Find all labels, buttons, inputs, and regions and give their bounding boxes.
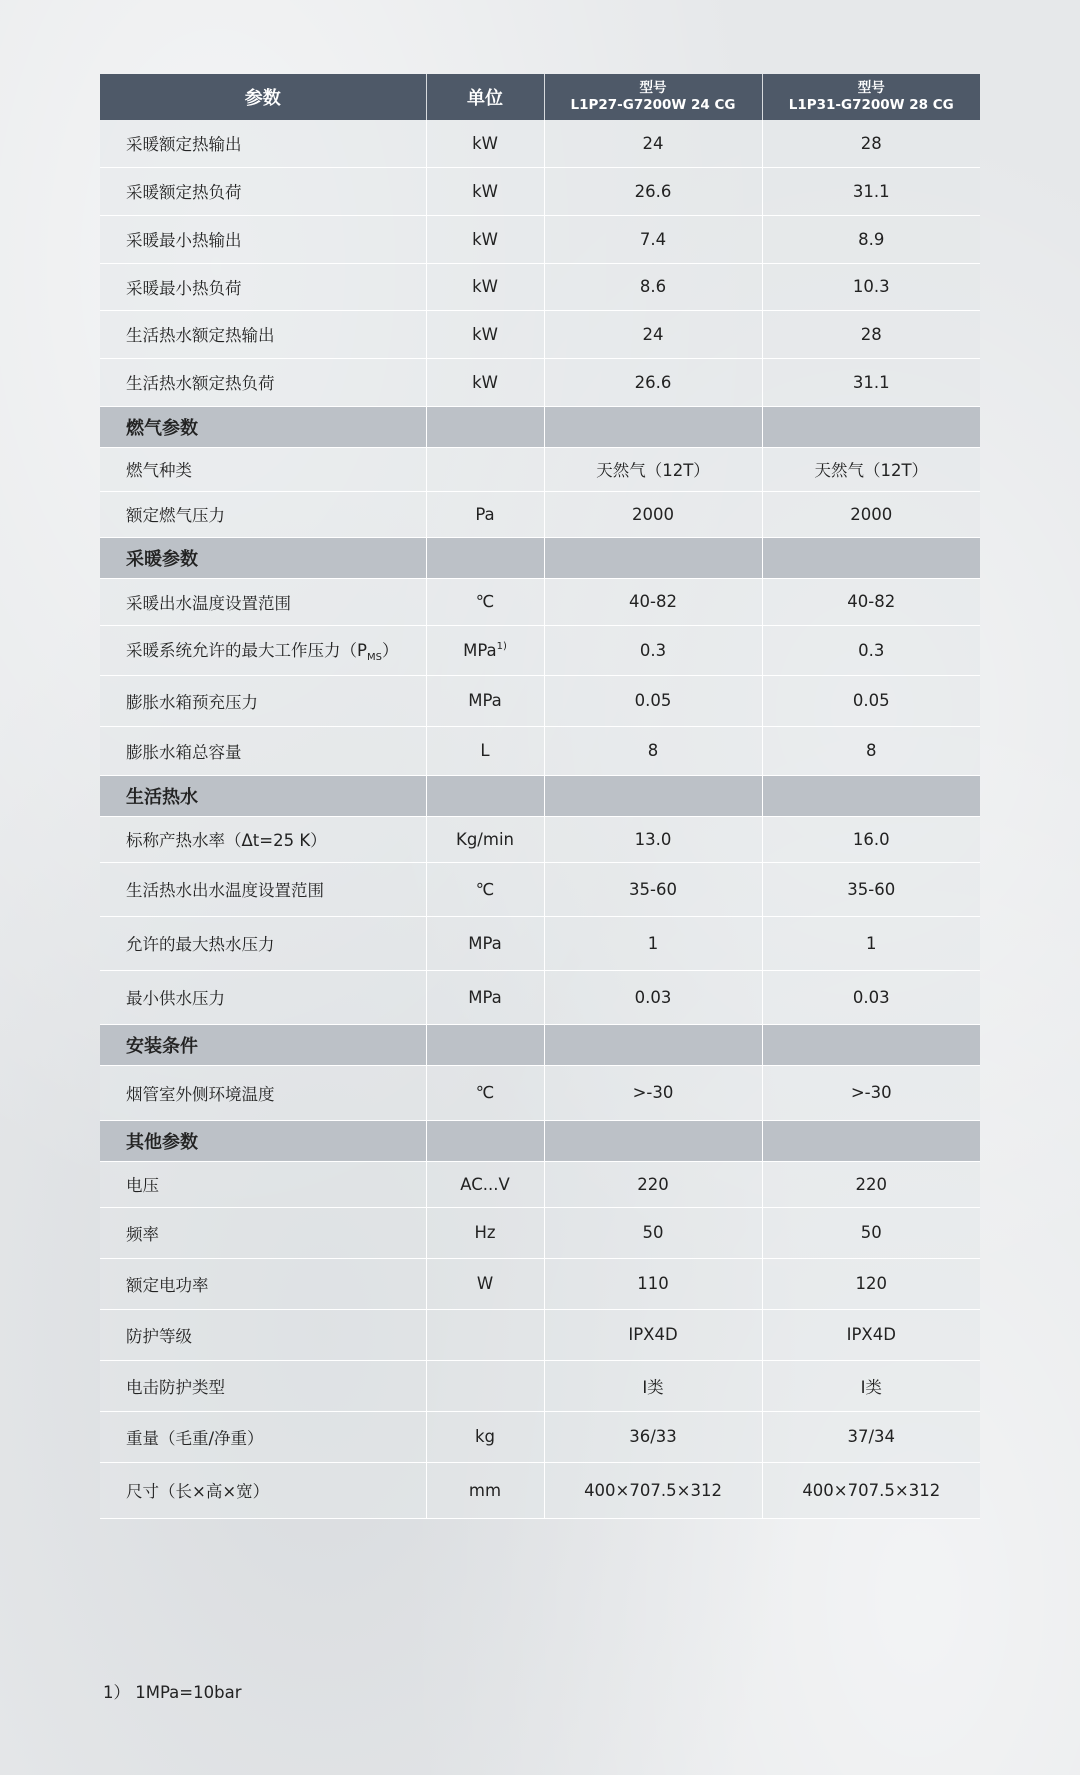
spec-table <box>100 74 980 1519</box>
param-name <box>100 263 426 310</box>
value-model-1: 35-60 <box>544 862 762 916</box>
param-unit <box>426 120 544 167</box>
value-model-1: 8 <box>544 726 762 775</box>
param-unit-text: kW <box>472 181 498 201</box>
section-cell-empty <box>426 1120 544 1161</box>
param-name-text: 生活热水额定热负荷 <box>126 374 275 393</box>
param-name <box>100 310 426 358</box>
value-model-1: >-30 <box>544 1065 762 1120</box>
param-name <box>100 1462 426 1518</box>
table-row <box>100 970 980 1024</box>
param-unit-text: kW <box>472 133 498 153</box>
param-name-text: 电压 <box>126 1176 159 1195</box>
value-model-1: 400×707.5×312 <box>544 1462 762 1518</box>
param-unit <box>426 1065 544 1120</box>
value-model-2: 120 <box>762 1258 980 1309</box>
section-cell-empty <box>544 406 762 447</box>
table-row <box>100 1161 980 1207</box>
param-name-text: 烟管室外侧环境温度 <box>126 1084 275 1104</box>
section-cell-empty <box>426 775 544 816</box>
param-unit <box>426 358 544 406</box>
section-cell-empty <box>762 1120 980 1161</box>
param-unit-text: Kg/min <box>456 829 514 849</box>
param-unit <box>426 1258 544 1309</box>
value-model-2: 0.05 <box>762 675 980 726</box>
param-unit-text: L <box>480 741 490 760</box>
param-name <box>100 491 426 537</box>
param-unit-text: kg <box>474 1427 496 1446</box>
param-name-text: 采暖额定热负荷 <box>126 183 242 202</box>
value-model-1: 8.6 <box>544 263 762 310</box>
value-model-1: 220 <box>544 1161 762 1207</box>
table-row <box>100 447 980 491</box>
spec-body <box>100 120 980 1518</box>
param-unit-text: Pa <box>475 504 495 524</box>
param-name <box>100 675 426 726</box>
table-row <box>100 263 980 310</box>
table-row <box>100 310 980 358</box>
value-model-2: 0.3 <box>762 625 980 675</box>
value-model-1: IPX4D <box>544 1309 762 1360</box>
param-unit-text: Hz <box>474 1223 496 1242</box>
param-name <box>100 1258 426 1309</box>
value-model-1: 2000 <box>544 491 762 537</box>
param-unit <box>426 726 544 775</box>
param-name-text: 标称产热水率（Δt=25 K） <box>126 831 327 850</box>
param-name-text: 采暖最小热输出 <box>126 231 242 250</box>
param-name-tail: ） <box>381 641 399 660</box>
param-name <box>100 120 426 167</box>
value-model-1: 40-82 <box>544 578 762 625</box>
param-unit-text: W <box>476 1274 494 1293</box>
param-name <box>100 816 426 862</box>
param-name <box>100 578 426 625</box>
param-unit-text: kW <box>472 277 498 296</box>
param-name-text: 电击防护类型 <box>126 1377 225 1397</box>
param-name-text: 尺寸（长×高×宽） <box>126 1482 270 1501</box>
param-name <box>100 1065 426 1120</box>
param-unit-text: AC...V <box>460 1174 510 1194</box>
param-unit-text: ℃ <box>475 879 495 899</box>
section-title: 其他参数 <box>100 1120 426 1161</box>
section-cell-empty <box>762 1024 980 1065</box>
section-cell-empty <box>544 537 762 578</box>
value-model-2: 40-82 <box>762 578 980 625</box>
param-unit-text: MPa <box>468 691 502 710</box>
param-name-text: 采暖最小热负荷 <box>126 278 242 298</box>
section-row <box>100 537 980 578</box>
section-cell-empty <box>426 1024 544 1065</box>
param-name-text: 膨胀水箱总容量 <box>126 742 242 762</box>
param-name-text: 允许的最大热水压力 <box>126 935 275 954</box>
value-model-2: 37/34 <box>762 1411 980 1462</box>
param-unit <box>426 1161 544 1207</box>
param-unit-footnote-mark: 1) <box>496 640 507 652</box>
header-model-1 <box>544 74 762 120</box>
table-row <box>100 167 980 215</box>
param-unit-text: kW <box>472 372 498 392</box>
section-row <box>100 406 980 447</box>
param-name <box>100 625 426 675</box>
table-row <box>100 1462 980 1518</box>
param-name <box>100 916 426 970</box>
value-model-1: I类 <box>544 1360 762 1411</box>
param-name <box>100 1161 426 1207</box>
param-unit <box>426 816 544 862</box>
param-unit <box>426 625 544 675</box>
param-name <box>100 358 426 406</box>
param-unit <box>426 167 544 215</box>
table-row <box>100 578 980 625</box>
param-name <box>100 1309 426 1360</box>
value-model-1: 0.03 <box>544 970 762 1024</box>
param-unit <box>426 491 544 537</box>
header-model-1-name: L1P27-G7200W 24 CG <box>570 97 736 113</box>
section-cell-empty <box>544 1120 762 1161</box>
param-name <box>100 215 426 263</box>
param-unit-text: MPa <box>463 640 497 660</box>
table-row <box>100 358 980 406</box>
value-model-1: 7.4 <box>544 215 762 263</box>
footnote: 1） 1MPa=10bar <box>103 1683 242 1702</box>
param-unit-text: mm <box>468 1480 502 1500</box>
table-row <box>100 1411 980 1462</box>
header-param: 参数 <box>100 74 426 120</box>
section-row <box>100 775 980 816</box>
section-cell-empty <box>762 775 980 816</box>
table-row <box>100 675 980 726</box>
param-name-subscript: MS <box>366 652 382 663</box>
param-name-text: 生活热水出水温度设置范围 <box>126 881 324 900</box>
param-unit-text: MPa <box>468 933 502 953</box>
section-row <box>100 1120 980 1161</box>
param-unit <box>426 1309 544 1360</box>
value-model-1: 24 <box>544 120 762 167</box>
table-row <box>100 491 980 537</box>
table-row <box>100 215 980 263</box>
value-model-2: IPX4D <box>762 1309 980 1360</box>
param-unit <box>426 1411 544 1462</box>
header-unit: 单位 <box>426 74 544 120</box>
param-unit <box>426 1462 544 1518</box>
value-model-2: 1 <box>762 916 980 970</box>
value-model-1: 13.0 <box>544 816 762 862</box>
value-model-2: 35-60 <box>762 862 980 916</box>
table-row <box>100 625 980 675</box>
param-name <box>100 167 426 215</box>
param-name-text: 生活热水额定热输出 <box>126 326 275 345</box>
param-unit <box>426 578 544 625</box>
param-name-text: 频率 <box>126 1224 159 1244</box>
value-model-2: 8.9 <box>762 215 980 263</box>
param-name-text: 最小供水压力 <box>126 989 225 1008</box>
value-model-2: 28 <box>762 310 980 358</box>
section-title: 生活热水 <box>100 775 426 816</box>
value-model-2: 28 <box>762 120 980 167</box>
param-name-text: 采暖系统允许的最大工作压力（P <box>126 641 367 660</box>
value-model-1: 36/33 <box>544 1411 762 1462</box>
section-cell-empty <box>426 537 544 578</box>
table-header-row <box>100 74 980 120</box>
section-cell-empty <box>544 775 762 816</box>
value-model-1: 50 <box>544 1207 762 1258</box>
header-model-label: 型号 <box>857 80 885 96</box>
value-model-2: 0.03 <box>762 970 980 1024</box>
section-cell-empty <box>762 406 980 447</box>
section-cell-empty <box>426 406 544 447</box>
table-row <box>100 1309 980 1360</box>
table-row <box>100 1207 980 1258</box>
value-model-2: 31.1 <box>762 358 980 406</box>
value-model-1: 24 <box>544 310 762 358</box>
param-name-text: 额定电功率 <box>126 1275 209 1295</box>
param-unit-text: ℃ <box>475 592 495 611</box>
param-name-text: 额定燃气压力 <box>126 506 225 525</box>
param-name-text: 采暖出水温度设置范围 <box>126 593 291 613</box>
param-unit <box>426 862 544 916</box>
param-unit <box>426 1207 544 1258</box>
value-model-2: 220 <box>762 1161 980 1207</box>
table-row <box>100 1258 980 1309</box>
param-name <box>100 970 426 1024</box>
value-model-2: 2000 <box>762 491 980 537</box>
value-model-1: 天然气（12T） <box>544 447 762 491</box>
param-name <box>100 862 426 916</box>
section-title: 燃气参数 <box>100 406 426 447</box>
param-unit <box>426 675 544 726</box>
param-unit-text: MPa <box>468 987 502 1007</box>
param-unit-text: kW <box>472 324 498 344</box>
section-cell-empty <box>544 1024 762 1065</box>
header-model-2 <box>762 74 980 120</box>
param-unit <box>426 916 544 970</box>
table-row <box>100 120 980 167</box>
param-name <box>100 1207 426 1258</box>
table-row <box>100 916 980 970</box>
section-title: 安装条件 <box>100 1024 426 1065</box>
value-model-1: 26.6 <box>544 167 762 215</box>
param-unit-text: kW <box>472 229 498 249</box>
table-row <box>100 1360 980 1411</box>
param-name-text: 重量（毛重/净重） <box>126 1428 264 1448</box>
value-model-2: 31.1 <box>762 167 980 215</box>
value-model-1: 0.3 <box>544 625 762 675</box>
param-name-text: 采暖额定热输出 <box>126 135 242 155</box>
param-unit <box>426 1360 544 1411</box>
table-row <box>100 726 980 775</box>
table-row <box>100 862 980 916</box>
value-model-2: 8 <box>762 726 980 775</box>
section-cell-empty <box>762 537 980 578</box>
value-model-2: 400×707.5×312 <box>762 1462 980 1518</box>
param-name-text: 防护等级 <box>126 1326 192 1346</box>
value-model-1: 0.05 <box>544 675 762 726</box>
param-name <box>100 447 426 491</box>
param-unit-text: ℃ <box>475 1083 495 1102</box>
param-unit <box>426 970 544 1024</box>
param-name-text: 燃气种类 <box>126 461 192 480</box>
param-unit <box>426 263 544 310</box>
value-model-2: 16.0 <box>762 816 980 862</box>
value-model-2: I类 <box>762 1360 980 1411</box>
section-row <box>100 1024 980 1065</box>
section-title: 采暖参数 <box>100 537 426 578</box>
value-model-1: 1 <box>544 916 762 970</box>
header-model-2-name: L1P31-G7200W 28 CG <box>788 97 954 113</box>
param-name <box>100 1360 426 1411</box>
table-row <box>100 1065 980 1120</box>
param-unit <box>426 215 544 263</box>
value-model-2: 10.3 <box>762 263 980 310</box>
value-model-1: 26.6 <box>544 358 762 406</box>
param-unit <box>426 310 544 358</box>
header-model-label: 型号 <box>639 80 667 96</box>
value-model-1: 110 <box>544 1258 762 1309</box>
value-model-2: 天然气（12T） <box>762 447 980 491</box>
value-model-2: 50 <box>762 1207 980 1258</box>
param-unit <box>426 447 544 491</box>
param-name-text: 膨胀水箱预充压力 <box>126 692 258 712</box>
param-name <box>100 726 426 775</box>
param-name <box>100 1411 426 1462</box>
value-model-2: >-30 <box>762 1065 980 1120</box>
table-row <box>100 816 980 862</box>
